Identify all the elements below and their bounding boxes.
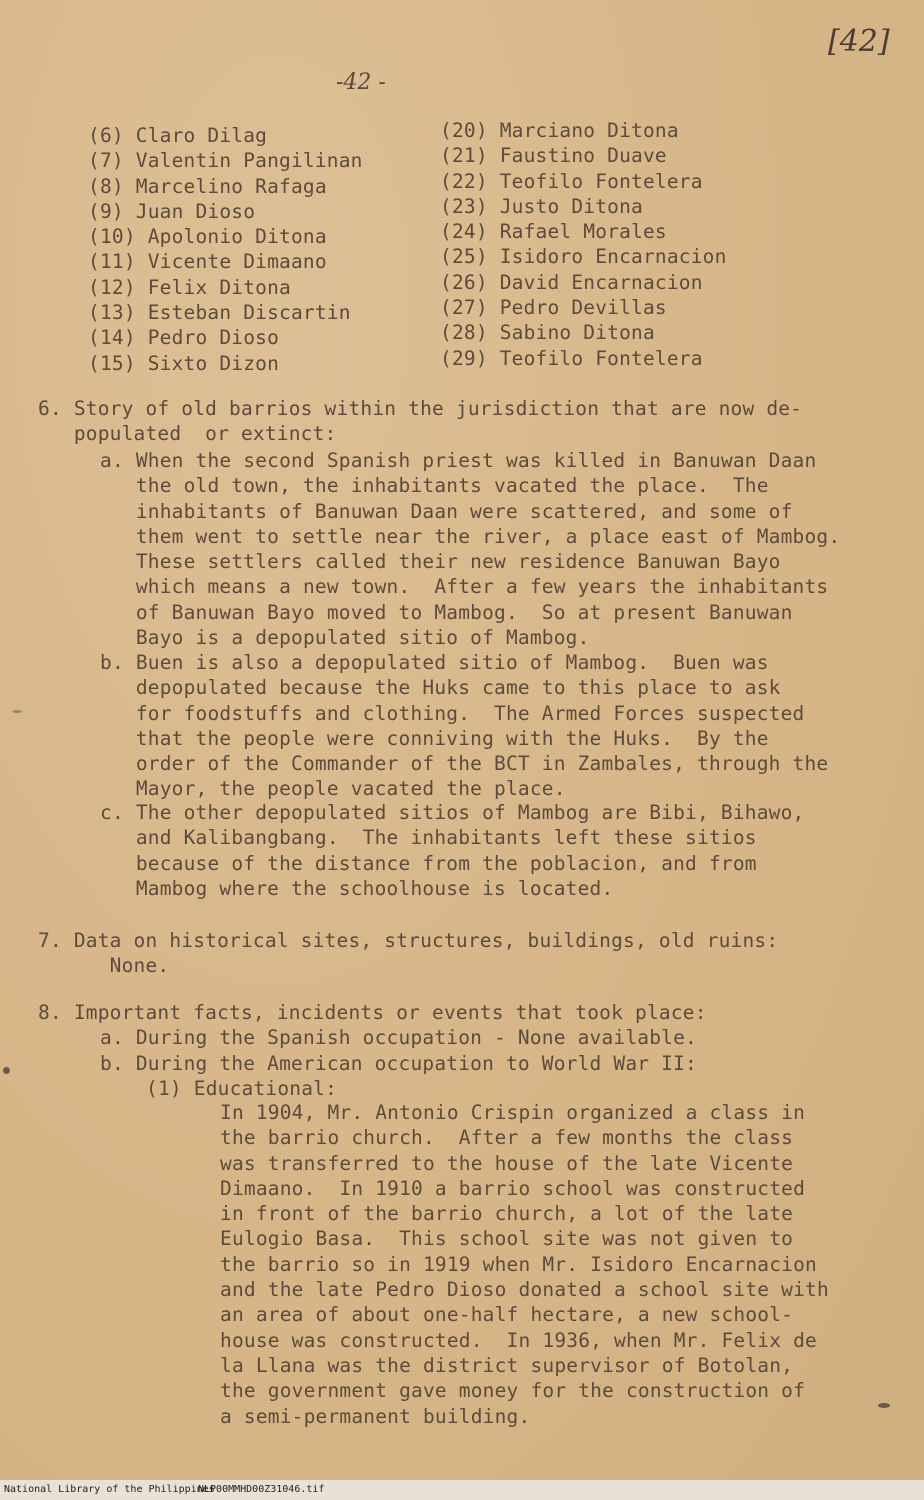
section-6-item-b: b. Buen is also a depopulated sitio of Mambog. Buen was depopulated because the Huks came to this place to ask for foodstuffs and clothing. The Armed Forces suspected that the people were conniving with the Huks. By the order of the Commander of the BCT in Zambales, through the Mayor, the people vacated the place.	[100, 651, 829, 801]
section-8-item-a: a. During the Spanish occupation - None available.	[100, 1026, 697, 1050]
list-item: (15) Sixto Dizon	[88, 351, 280, 375]
archive-page-stamp: [42]	[828, 24, 890, 59]
names-list-left	[88, 123, 363, 376]
names-list-right	[440, 118, 727, 371]
footer-library: National Library of the Philippines	[4, 1484, 215, 1495]
list-item: (8) Marcelino Rafaga	[88, 174, 327, 198]
list-item: (9) Juan Dioso	[88, 199, 256, 223]
section-8-sub-1: (1) Educational:	[146, 1076, 338, 1100]
speck-mark	[878, 1403, 890, 1408]
section-8-heading: 8. Important facts, incidents or events that took place:	[38, 1001, 707, 1024]
list-item: (14) Pedro Dioso	[88, 326, 280, 350]
speck-mark	[12, 710, 22, 713]
list-item: (23) Justo Ditona	[440, 194, 643, 218]
list-item: (26) David Encarnacion	[440, 270, 703, 294]
list-item: (24) Rafael Morales	[440, 220, 667, 244]
list-item: (10) Apolonio Ditona	[88, 225, 327, 249]
list-item: (20) Marciano Ditona	[440, 119, 679, 142]
speck-mark	[3, 1067, 10, 1074]
list-item: (7) Valentin Pangilinan	[88, 149, 363, 173]
list-item: (11) Vicente Dimaano	[88, 250, 327, 274]
page-number: -42 -	[336, 70, 386, 95]
list-item: (6) Claro Dilag	[88, 124, 268, 147]
list-item: (21) Faustino Duave	[440, 144, 667, 168]
footer-filename: NLP00MMHD00Z31046.tif	[198, 1484, 325, 1495]
list-item: (29) Teofilo Fontelera	[440, 346, 703, 370]
list-item: (22) Teofilo Fontelera	[440, 169, 703, 193]
list-item: (28) Sabino Ditona	[440, 321, 655, 345]
list-item: (12) Felix Ditona	[88, 275, 291, 299]
educational-paragraph: In 1904, Mr. Antonio Crispin organized a class in the barrio church. After a few months the class was transferred to the house of the late Vicente Dimaano. In 1910 a barrio school was constructed in front of the barrio church, a lot of the late Eulogio Basa. This school site was not given to the barrio so in 1919 when Mr. Isidoro Encarnacion and the late Pedro Dioso donated a school site with an area of about one-half hectare, a new school- house was constructed. In 1936, when Mr. Felix de la Llana was the district supervisor of Botolan, the government gave money for the construction of a semi-permanent building.	[220, 1101, 829, 1428]
section-8	[38, 1000, 707, 1101]
section-6-heading: 6. Story of old barrios within the jurisdiction that are now de- populated or extinct:	[38, 397, 803, 446]
section-6-item-c: c. The other depopulated sitios of Mambog are Bibi, Bihawo, and Kalibangbang. The inhabitants left these sitios because of the distance from the poblacion, and from Mambog where the schoolhouse is located.	[100, 801, 805, 900]
section-6-item-a: a. When the second Spanish priest was killed in Banuwan Daan the old town, the inhabitants vacated the place. The inhabitants of Banuwan Daan were scattered, and some of them went to settle near the river, a place east of Mambog. These settlers called their new residence Banuwan Bayo which means a new town. After a few years the inhabitants of Banuwan Bayo moved to Mambog. So at present Banuwan Bayo is a depopulated sitio of Mambog.	[100, 449, 841, 650]
list-item: (25) Isidoro Encarnacion	[440, 245, 727, 269]
section-8-item-b: b. During the American occupation to World War II:	[100, 1051, 697, 1075]
section-7: 7. Data on historical sites, structures, buildings, old ruins: None.	[38, 929, 779, 978]
list-item: (27) Pedro Devillas	[440, 296, 667, 320]
scan-footer	[0, 1480, 924, 1500]
list-item: (13) Esteban Discartin	[88, 301, 351, 325]
